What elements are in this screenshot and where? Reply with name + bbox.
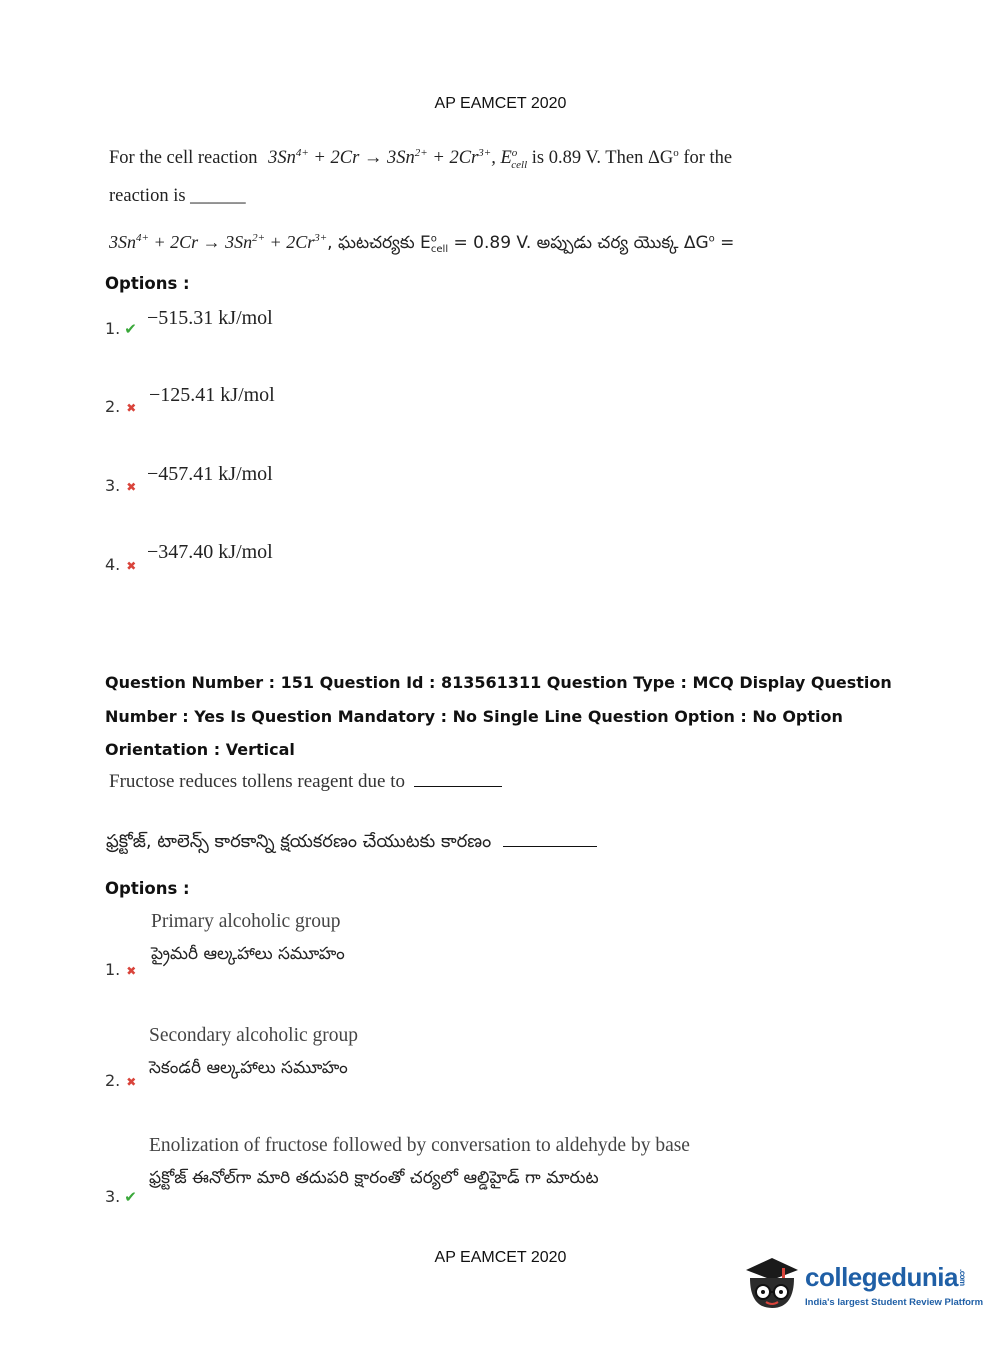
cross-icon: ✖ [126,559,137,573]
check-icon: ✔ [124,320,137,338]
q2-option-1-marker: 1. ✖ [105,960,137,979]
q1-option-3-marker: 3. ✖ [105,476,137,495]
brand-name: collegedunia.com [805,1262,967,1292]
q1-option-4-text[interactable]: −347.40 kJ/mol [147,541,273,563]
answer-blank [503,846,597,847]
collegedunia-mascot-icon [742,1252,802,1316]
q2-option-1-english[interactable]: Primary alcoholic group [151,911,341,932]
check-icon: ✔ [124,1188,137,1206]
q1-option-1-marker: 1. ✔ [105,319,137,338]
q1-line2: reaction is ______ [109,185,246,206]
meta-line: Number : Yes Is Question Mandatory : No Single Line Question Option : No Option [105,706,843,726]
page-footer: AP EAMCET 2020 [434,1249,567,1266]
q2-option-2-english[interactable]: Secondary alcoholic group [149,1025,359,1046]
q1-value: is 0.89 V. Then ΔG [531,148,674,169]
q1-option-2-marker: 2. ✖ [105,397,137,416]
q1-option-3-text[interactable]: −457.41 kJ/mol [147,463,273,485]
q1-options-label: Options : [105,274,190,293]
q2-option-1-telugu[interactable]: ప్రైమరీ ఆల్కహాలు సమూహం [151,944,345,964]
q2-option-3-english[interactable]: Enolization of fructose followed by conversation to aldehyde by base [149,1135,690,1156]
cross-icon: ✖ [126,964,137,978]
q1-option-2-text[interactable]: −125.41 kJ/mol [149,384,275,406]
brand-tagline: India's largest Student Review Platform [805,1297,984,1308]
q2-option-2-telugu[interactable]: సెకండరీ ఆల్కహాలు సమూహం [149,1058,348,1078]
question-2-telugu: ఫ్రక్టోజ్, టాలెన్స్ కారకాన్ని క్షయకరణం చేయుటకు కారణం [106,831,597,856]
q2-option-3-telugu[interactable]: ఫ్రక్టోజ్ ఈనోల్‌గా మారి తదుపరి క్షారంతో చర్యలో ఆల్డిహైడ్ గా మారుట [149,1168,599,1188]
meta-line: Question Number : 151 Question Id : 813561311 Question Type : MCQ Display Question [105,673,892,692]
page-header: AP EAMCET 2020 [434,95,567,112]
q2-option-3-marker: 3. ✔ [105,1187,137,1206]
q1-prefix: For the cell reaction [109,148,258,169]
question-1-english: For the cell reaction $3Sn^{4+} + 2Cr \to 3Sn^{2+} + 2Cr^{3+}$, $E^o_{cell}$ is 0.89 V. Then $\Delta G^o$ for the reaction is ______ [109,147,733,206]
question-1-telugu: $3Sn^{4+} + 2Cr \to 3Sn^{2+} + 2Cr^{3+}$, ఘటచర్యకు $E^o_{cell} = 0.89$ V. అప్పుడు చర్య యొక్క $\Delta G^o$ = [109,232,735,256]
cross-icon: ✖ [126,1075,137,1089]
q2-options-label: Options : [105,879,190,898]
question-2-meta [105,666,905,767]
q1-option-4-marker: 4. ✖ [105,555,137,574]
cross-icon: ✖ [126,480,137,494]
question-2-english: Fructose reduces tollens reagent due to [109,771,502,793]
q2-option-2-marker: 2. ✖ [105,1071,137,1090]
q1-reaction: $3Sn^{4+} + 2Cr \to 3Sn^{2+} + 2Cr^{3+}$, $E^o_{cell}$ [268,147,528,171]
answer-blank [414,786,502,787]
q1-option-1-text[interactable]: −515.31 kJ/mol [147,307,273,329]
cross-icon: ✖ [126,401,137,415]
meta-line: Orientation : Vertical [105,740,295,759]
